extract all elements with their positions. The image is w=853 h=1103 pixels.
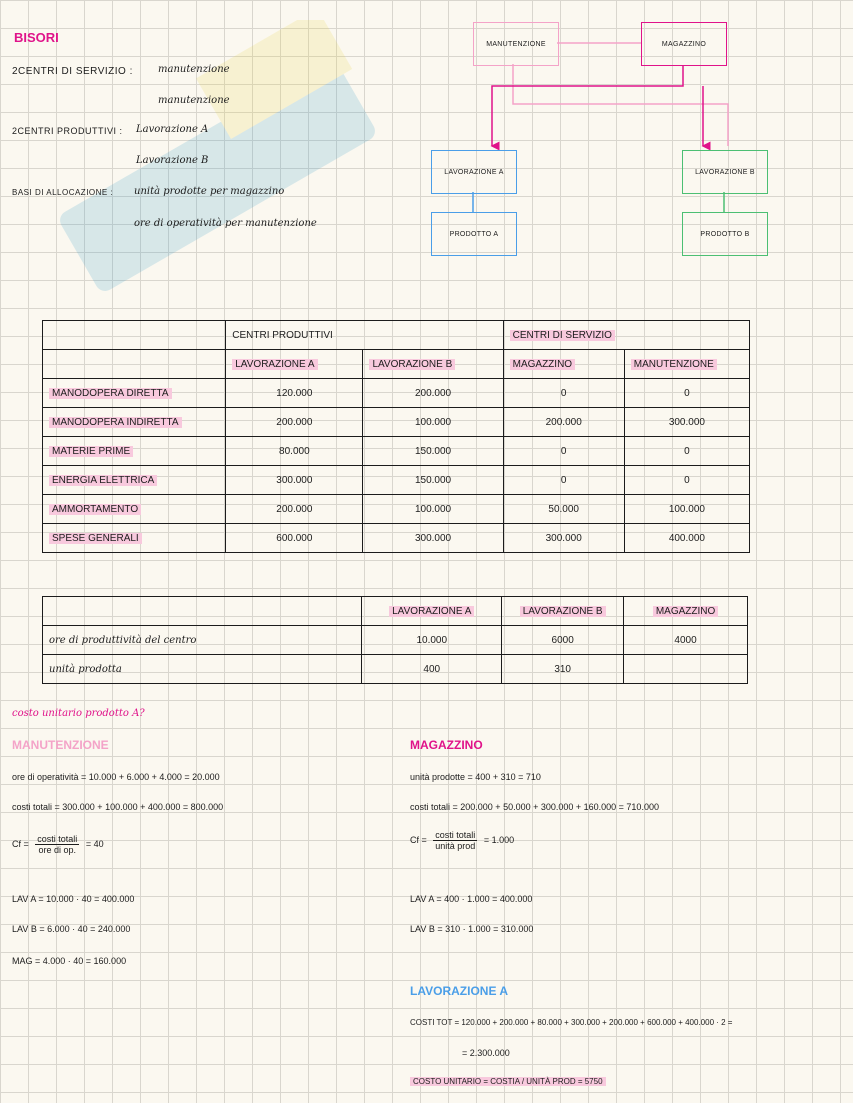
table-row	[43, 495, 750, 524]
row-label: ore di produttività del centro	[43, 626, 362, 655]
table-row	[43, 655, 748, 684]
cell: 0	[624, 437, 749, 466]
row-label: MANODOPERA DIRETTA	[49, 388, 172, 399]
cf-formula	[12, 834, 104, 855]
table-row	[43, 408, 750, 437]
cell: 0	[624, 379, 749, 408]
node-manutenzione: MANUTENZIONE	[473, 22, 559, 66]
cell: 100.000	[624, 495, 749, 524]
row-label: unità prodotta	[43, 655, 362, 684]
basi-label: BASI DI ALLOCAZIONE :	[12, 188, 114, 197]
cell: 0	[503, 437, 624, 466]
cell: 50.000	[503, 495, 624, 524]
cf-lhs: Cf =	[12, 838, 29, 849]
page-title: BISORI	[14, 30, 59, 45]
activity-table	[42, 596, 748, 684]
calc-line: LAV A = 10.000 · 40 = 400.000	[12, 894, 135, 904]
basi-item-1: unità prodotte per magazzino	[134, 186, 285, 197]
node-magazzino: MAGAZZINO	[641, 22, 727, 66]
cf-formula	[410, 830, 514, 851]
cell: 0	[503, 379, 624, 408]
col-header: MAGAZZINO	[510, 359, 575, 370]
cell: 200.000	[226, 495, 363, 524]
cell: 4000	[624, 626, 748, 655]
cf-denominator: unità prod	[435, 841, 476, 851]
cell: 0	[624, 466, 749, 495]
row-label: ENERGIA ELETTRICA	[49, 475, 157, 486]
row-label: MATERIE PRIME	[49, 446, 133, 457]
cell: 200.000	[363, 379, 503, 408]
group-serv-label: CENTRI DI SERVIZIO	[510, 330, 615, 341]
row-label: MANODOPERA INDIRETTA	[49, 417, 182, 428]
servizio-label: 2CENTRI DI SERVIZIO :	[12, 66, 133, 77]
cell: 150.000	[363, 437, 503, 466]
group-header	[226, 321, 503, 350]
question-text: costo unitario prodotto A?	[12, 708, 145, 719]
cell: 310	[502, 655, 624, 684]
table-row	[43, 524, 750, 553]
cell: 0	[503, 466, 624, 495]
cf-result: = 40	[85, 838, 104, 849]
group-prod-label: CENTRI PRODUTTIVI	[232, 329, 333, 341]
cell: 300.000	[503, 524, 624, 553]
group-header	[503, 321, 749, 350]
servizio-item-2: manutenzione	[158, 95, 230, 106]
table-corner	[43, 597, 362, 626]
table-row	[43, 437, 750, 466]
col-header: MAGAZZINO	[653, 606, 718, 617]
calc-line: COSTI TOT = 120.000 + 200.000 + 80.000 + 300.000 + 200.000 + 600.000 + 400.000 · 2 =	[410, 1018, 733, 1027]
cell: 300.000	[624, 408, 749, 437]
node-prodotto-a: PRODOTTO A	[431, 212, 517, 256]
col-header: LAVORAZIONE B	[520, 606, 606, 617]
cf-denominator: ore di op.	[38, 845, 77, 855]
basi-item-2: ore di operatività per manutenzione	[134, 218, 317, 229]
cf-result: = 1.000	[483, 834, 515, 845]
cell: 200.000	[226, 408, 363, 437]
section-title-magazzino: MAGAZZINO	[410, 738, 483, 752]
col-header: MANUTENZIONE	[631, 359, 717, 370]
row-label: SPESE GENERALI	[49, 533, 142, 544]
cell	[624, 655, 748, 684]
cell: 400	[362, 655, 502, 684]
produttivi-item-1: Lavorazione A	[136, 124, 209, 135]
col-header: LAVORAZIONE A	[389, 606, 474, 617]
calc-line: unità prodotte = 400 + 310 = 710	[410, 772, 541, 782]
node-prodotto-b: PRODOTTO B	[682, 212, 768, 256]
table-row	[43, 466, 750, 495]
cell: 10.000	[362, 626, 502, 655]
cell: 300.000	[226, 466, 363, 495]
table-corner	[43, 321, 226, 350]
table-row	[43, 626, 748, 655]
row-label: AMMORTAMENTO	[49, 504, 141, 515]
cell: 150.000	[363, 466, 503, 495]
servizio-item-1: manutenzione	[158, 64, 230, 75]
col-header: LAVORAZIONE B	[369, 359, 455, 370]
cf-numerator: costi totali	[37, 834, 78, 844]
calc-line: = 2.300.000	[462, 1048, 510, 1058]
cell: 100.000	[363, 495, 503, 524]
section-title-lavorazione-a: LAVORAZIONE A	[410, 984, 508, 998]
cell: 400.000	[624, 524, 749, 553]
node-lavorazione-b: LAVORAZIONE B	[682, 150, 768, 194]
cell: 300.000	[363, 524, 503, 553]
cost-table	[42, 320, 750, 553]
table-corner	[43, 350, 226, 379]
unit-cost-line	[410, 1077, 606, 1086]
produttivi-label: 2CENTRI PRODUTTIVI :	[12, 126, 123, 136]
cf-numerator: costi totali	[435, 830, 476, 840]
calc-line: MAG = 4.000 · 40 = 160.000	[12, 956, 127, 966]
table-row	[43, 379, 750, 408]
cell: 80.000	[226, 437, 363, 466]
cell: 100.000	[363, 408, 503, 437]
calc-line: LAV A = 400 · 1.000 = 400.000	[410, 894, 533, 904]
calc-line: costi totali = 300.000 + 100.000 + 400.000 = 800.000	[12, 802, 224, 812]
cell: 600.000	[226, 524, 363, 553]
calc-line: ore di operatività = 10.000 + 6.000 + 4.000 = 20.000	[12, 772, 220, 782]
node-lavorazione-a: LAVORAZIONE A	[431, 150, 517, 194]
cf-lhs: Cf =	[410, 834, 427, 845]
calc-line: LAV B = 6.000 · 40 = 240.000	[12, 924, 131, 934]
cell: 120.000	[226, 379, 363, 408]
unit-cost-text: COSTO UNITARIO = COSTIA / UNITÀ PROD = 5750	[410, 1077, 606, 1086]
section-title-manutenzione: MANUTENZIONE	[12, 738, 109, 752]
cf-fraction	[35, 834, 79, 855]
cell: 6000	[502, 626, 624, 655]
calc-line: costi totali = 200.000 + 50.000 + 300.000 + 160.000 = 710.000	[410, 802, 659, 812]
cf-fraction	[433, 830, 477, 851]
cell: 200.000	[503, 408, 624, 437]
calc-line: LAV B = 310 · 1.000 = 310.000	[410, 924, 534, 934]
produttivi-item-2: Lavorazione B	[136, 155, 209, 166]
col-header: LAVORAZIONE A	[232, 359, 317, 370]
